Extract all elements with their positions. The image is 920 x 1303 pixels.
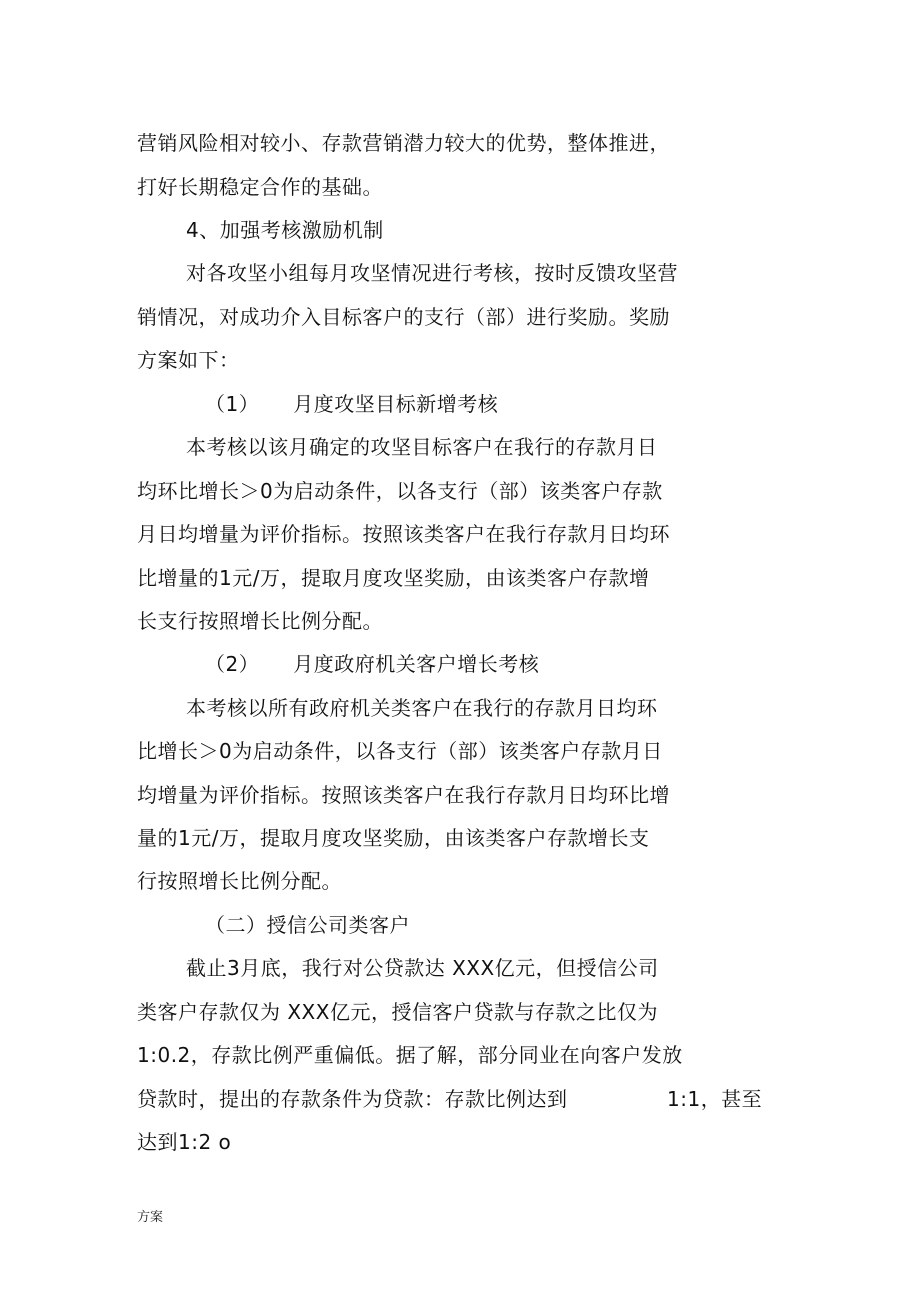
subheading-number: （1） [205,392,260,416]
paragraph-line: 比增量的1元/万，提取月度攻坚奖励，由该类客户存款增 [137,566,650,590]
paragraph-line: 贷款时，提出的存款条件为贷款：存款比例达到 [137,1087,568,1111]
subheading-line [205,390,498,418]
paragraph-line: 长支行按照增长比例分配。 [137,609,383,633]
paragraph-line: 类客户存款仅为 XXX亿元，授信客户贷款与存款之比仅为 [137,1000,658,1024]
page-footer: 方案 [137,1210,164,1225]
section-heading: 4、加强考核激励机制 [186,218,384,242]
paragraph-line: 方案如下： [137,348,240,372]
paragraph-line: 行按照增长比例分配。 [137,869,342,893]
paragraph-line: 比增长＞0为启动条件，以各支行（部）该类客户存款月日 [137,739,663,763]
paragraph-line: 打好长期稳定合作的基础。 [137,175,383,199]
paragraph-line: 营销风险相对较小、存款营销潜力较大的优势，整体推进， [137,131,670,155]
paragraph-line: 销情况，对成功介入目标客户的支行（部）进行奖励。奖励 [137,305,670,329]
paragraph-line: 截止3月底，我行对公贷款达 XXX亿元，但授信公司 [186,956,659,980]
subheading-title: 月度攻坚目标新增考核 [293,392,499,416]
paragraph-line: 均增量为评价指标。按照该类客户在我行存款月日均环比增 [137,783,670,807]
paragraph-line: 本考核以所有政府机关类客户在我行的存款月日均环 [186,696,658,720]
subheading-line [205,650,539,678]
section-heading: （二）授信公司类客户 [205,913,410,937]
paragraph-line: 本考核以该月确定的攻坚目标客户在我行的存款月日 [186,435,658,459]
subheading-title: 月度政府机关客户增长考核 [293,652,540,676]
paragraph-line-tail: 1:1，甚至 [667,1087,763,1111]
paragraph-line: 月日均增量为评价指标。按照该类客户在我行存款月日均环 [137,522,670,546]
paragraph-line: 对各攻坚小组每月攻坚情况进行考核，按时反馈攻坚营 [186,261,678,285]
paragraph-line: 量的1元/万，提取月度攻坚奖励，由该类客户存款增长支 [137,826,650,850]
subheading-number: （2） [205,652,260,676]
paragraph-line: 1:0.2，存款比例严重偏低。据了解，部分同业在向客户发放 [137,1043,683,1067]
paragraph-line: 达到1:2 o [137,1130,232,1154]
paragraph-line: 均环比增长＞0为启动条件，以各支行（部）该类客户存款 [137,479,663,503]
